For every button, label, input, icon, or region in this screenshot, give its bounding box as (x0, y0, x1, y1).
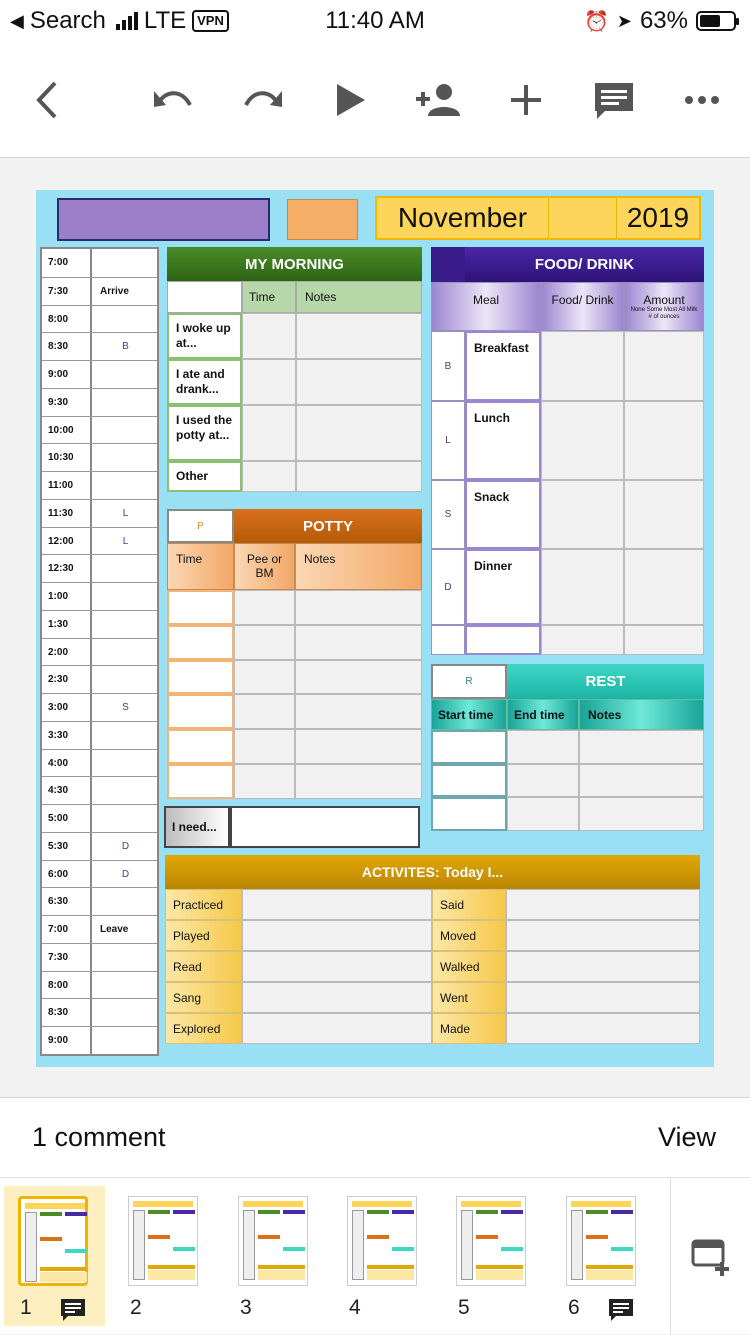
schedule-note[interactable] (94, 722, 157, 750)
morning-row-label: I woke up at... (167, 313, 242, 359)
schedule-note[interactable] (94, 611, 157, 639)
potty-notes-cell[interactable] (295, 625, 422, 660)
thumb-orange (367, 1235, 389, 1239)
food-meal-name: Snack (465, 480, 541, 549)
undo-icon[interactable] (148, 74, 200, 126)
thumb-header (133, 1201, 193, 1207)
thumb-header (571, 1201, 631, 1207)
schedule-note[interactable]: Arrive (100, 285, 129, 297)
schedule-note[interactable] (94, 472, 157, 500)
potty-time-cell[interactable] (167, 764, 234, 799)
activity-label: Played (165, 920, 242, 951)
clock: 11:40 AM (325, 7, 425, 34)
schedule-time: 3:00 (42, 694, 92, 722)
schedule-note[interactable] (94, 888, 157, 916)
rest-notes-cell[interactable] (579, 730, 704, 764)
thumb-yellow (476, 1265, 523, 1269)
morning-col-notes: Notes (296, 281, 422, 313)
toolbar (0, 40, 750, 158)
thumb-green (40, 1212, 62, 1216)
schedule-note[interactable] (94, 417, 157, 445)
rest-rows (431, 730, 704, 831)
morning-row-label: Other (167, 461, 242, 492)
potty-pee-cell[interactable] (234, 590, 295, 625)
present-icon[interactable] (324, 74, 376, 126)
activity-label: Walked (432, 951, 506, 982)
month-blank (549, 198, 617, 238)
thumb-bottom (586, 1270, 633, 1280)
rest-badge: R (431, 664, 507, 699)
slide-thumbnail[interactable] (238, 1196, 308, 1286)
schedule-row (42, 610, 157, 638)
schedule-time: 7:30 (42, 278, 92, 306)
activity-label: Moved (432, 920, 506, 951)
thumb-orange (40, 1237, 62, 1241)
food-extra-letter (431, 625, 465, 655)
schedule-row (42, 277, 157, 305)
schedule-note[interactable] (94, 750, 157, 778)
activity-label: Read (165, 951, 242, 982)
morning-notes-cell[interactable] (296, 405, 422, 461)
schedule-row (42, 915, 157, 943)
food-col-amount (624, 282, 704, 331)
schedule-time: 9:30 (42, 389, 92, 417)
thumb-schedule (571, 1210, 583, 1280)
schedule-row (42, 721, 157, 749)
schedule-time: 12:00 (42, 528, 92, 556)
thumb-teal (173, 1247, 195, 1251)
food-meal-letter: S (431, 480, 465, 549)
activities-section (165, 855, 700, 1044)
thumb-bottom (148, 1270, 195, 1280)
potty-pee-cell[interactable] (234, 694, 295, 729)
potty-notes-cell[interactable] (295, 590, 422, 625)
potty-section (167, 509, 422, 799)
slide-comment-icon[interactable] (608, 1298, 634, 1327)
rest-end-cell[interactable] (507, 797, 579, 831)
schedule-row (42, 443, 157, 471)
potty-time-cell[interactable] (167, 729, 234, 764)
activity-entry-cell[interactable] (506, 920, 700, 951)
morning-row-label: I used the potty at... (167, 405, 242, 461)
schedule-note[interactable]: D (121, 840, 130, 852)
activity-entry-cell[interactable] (242, 951, 432, 982)
battery-percent: 63% (639, 7, 688, 34)
schedule-note[interactable] (94, 999, 157, 1027)
rest-notes-cell[interactable] (579, 764, 704, 798)
thumb-purple (283, 1210, 305, 1214)
slide-thumbnail[interactable] (456, 1196, 526, 1286)
slide-number: 5 (458, 1296, 470, 1319)
schedule-note[interactable] (94, 249, 157, 277)
schedule-time: 4:30 (42, 777, 92, 805)
schedule-note[interactable] (94, 805, 157, 833)
thumb-purple (501, 1210, 523, 1214)
month-year-box (375, 196, 701, 240)
morning-notes-cell[interactable] (296, 313, 422, 359)
schedule-row (42, 943, 157, 971)
thumb-yellow (148, 1265, 195, 1269)
schedule-time: 4:00 (42, 750, 92, 778)
comment-icon[interactable] (588, 74, 640, 126)
year-title: 2019 (626, 202, 690, 233)
thumb-yellow (367, 1265, 414, 1269)
morning-time-cell[interactable] (242, 405, 296, 461)
rest-notes-cell[interactable] (579, 797, 704, 831)
schedule-time: 10:30 (42, 444, 92, 472)
schedule-time: 9:00 (42, 1027, 92, 1055)
slide-comment-icon[interactable] (60, 1298, 86, 1327)
food-meal-letter: D (431, 549, 465, 625)
schedule-note[interactable]: Leave (100, 924, 129, 936)
slide-canvas[interactable] (36, 190, 714, 1067)
thumb-header (461, 1201, 521, 1207)
battery-fill (700, 15, 720, 27)
potty-time-cell[interactable] (167, 694, 234, 729)
schedule-time: 5:00 (42, 805, 92, 833)
potty-notes-cell[interactable] (295, 764, 422, 799)
potty-pee-cell[interactable] (234, 764, 295, 799)
food-extra-amount[interactable] (624, 625, 704, 655)
schedule-note[interactable] (94, 444, 157, 472)
slide-number: 2 (130, 1296, 142, 1319)
food-rows (431, 331, 704, 655)
share-icon[interactable] (412, 74, 464, 126)
rest-col-notes: Notes (579, 699, 704, 730)
schedule-note[interactable] (94, 777, 157, 805)
food-amount-cell[interactable] (624, 480, 704, 549)
food-title: FOOD/ DRINK (465, 247, 704, 282)
schedule-time: 6:30 (42, 888, 92, 916)
potty-notes-cell[interactable] (295, 694, 422, 729)
schedule-row (42, 305, 157, 333)
potty-badge: P (167, 509, 234, 543)
need-input[interactable] (230, 806, 420, 848)
activity-label: Sang (165, 982, 242, 1013)
food-meal-name: Dinner (465, 549, 541, 625)
schedule-row (42, 776, 157, 804)
thumb-bottom (258, 1270, 305, 1280)
schedule-row (42, 249, 157, 277)
food-col-amount-label: Amount (643, 293, 685, 307)
schedule-note[interactable] (94, 583, 157, 611)
back-arrow-icon[interactable]: ◀ (10, 10, 24, 31)
slide-thumbnail[interactable] (18, 1196, 88, 1286)
slide-thumbnail-strip (0, 1177, 750, 1334)
activity-entry-cell[interactable] (242, 982, 432, 1013)
thumb-header (25, 1203, 85, 1209)
activity-entry-cell[interactable] (242, 889, 432, 920)
thumb-bottom (476, 1270, 523, 1280)
schedule-row (42, 388, 157, 416)
thumb-green (258, 1210, 280, 1214)
food-meal-name: Lunch (465, 401, 541, 480)
slide-thumbnail[interactable] (347, 1196, 417, 1286)
food-amount-cell[interactable] (624, 549, 704, 625)
morning-row-label: I ate and drank... (167, 359, 242, 405)
morning-blank-header (167, 281, 242, 313)
food-meal-name: Breakfast (465, 331, 541, 401)
schedule-row (42, 499, 157, 527)
schedule-time: 3:30 (42, 722, 92, 750)
food-drink-cell[interactable] (541, 549, 624, 625)
thumb-yellow (258, 1265, 305, 1269)
schedule-row (42, 887, 157, 915)
activity-label: Said (432, 889, 506, 920)
need-section (164, 806, 420, 848)
battery-icon (696, 11, 736, 31)
rest-end-cell[interactable] (507, 730, 579, 764)
rest-start-cell[interactable] (431, 764, 507, 798)
schedule-time: 8:30 (42, 999, 92, 1027)
food-meal-letter: L (431, 401, 465, 480)
slide-number: 1 (20, 1296, 32, 1319)
slide-thumbnail[interactable] (566, 1196, 636, 1286)
thumb-green (586, 1210, 608, 1214)
activities-rows (165, 889, 700, 1044)
activity-label: Made (432, 1013, 506, 1044)
potty-notes-cell[interactable] (295, 660, 422, 695)
schedule-row (42, 971, 157, 999)
rest-start-cell[interactable] (431, 797, 507, 831)
food-meal-letter: B (431, 331, 465, 401)
schedule-note[interactable] (94, 639, 157, 667)
thumb-green (367, 1210, 389, 1214)
slide-number: 3 (240, 1296, 252, 1319)
potty-title: POTTY (234, 509, 422, 543)
thumb-teal (392, 1247, 414, 1251)
view-comments-button[interactable]: View (657, 1122, 716, 1152)
thumb-teal (283, 1247, 305, 1251)
activity-entry-cell[interactable] (506, 951, 700, 982)
thumb-bottom (40, 1272, 87, 1282)
slide-number: 4 (349, 1296, 361, 1319)
activity-entry-cell[interactable] (506, 1013, 700, 1044)
location-icon: ➤ (616, 10, 632, 31)
schedule-note[interactable] (94, 555, 157, 583)
schedule-row (42, 471, 157, 499)
food-title-left (431, 247, 465, 282)
schedule-note[interactable]: D (121, 868, 130, 880)
schedule-note[interactable] (94, 361, 157, 389)
schedule-note[interactable]: L (122, 507, 129, 519)
title-box (57, 198, 270, 241)
thumb-schedule (352, 1210, 364, 1280)
potty-notes-cell[interactable] (295, 729, 422, 764)
thumb-bottom (367, 1270, 414, 1280)
schedule-row (42, 665, 157, 693)
morning-rows (167, 313, 422, 492)
morning-time-cell[interactable] (242, 313, 296, 359)
morning-time-cell[interactable] (242, 461, 296, 492)
carrier-label: LTE (143, 7, 187, 34)
schedule-time: 8:00 (42, 306, 92, 334)
thumb-purple (65, 1212, 87, 1216)
schedule-row (42, 860, 157, 888)
thumb-header (243, 1201, 303, 1207)
thumb-orange (586, 1235, 608, 1239)
morning-notes-cell[interactable] (296, 461, 422, 492)
schedule-time: 1:00 (42, 583, 92, 611)
comment-count[interactable]: 1 comment (32, 1122, 166, 1152)
rest-start-cell[interactable] (431, 730, 507, 764)
more-icon[interactable] (676, 74, 728, 126)
schedule-time: 7:30 (42, 944, 92, 972)
thumb-yellow (586, 1265, 633, 1269)
activities-title: ACTIVITES: Today I... (165, 855, 700, 889)
schedule-row (42, 527, 157, 555)
schedule-time: 10:00 (42, 417, 92, 445)
food-drink-cell[interactable] (541, 480, 624, 549)
schedule-note[interactable] (94, 1027, 157, 1055)
schedule-note[interactable] (94, 306, 157, 334)
schedule-row (42, 360, 157, 388)
schedule-row (42, 332, 157, 360)
redo-icon[interactable] (236, 74, 288, 126)
schedule-time: 12:30 (42, 555, 92, 583)
schedule-table (40, 247, 159, 1056)
schedule-time: 11:30 (42, 500, 92, 528)
rest-title: REST (507, 664, 704, 699)
schedule-note[interactable] (94, 972, 157, 1000)
schedule-time: 8:00 (42, 972, 92, 1000)
slide-thumbnail[interactable] (128, 1196, 198, 1286)
potty-col-pee: Pee or BM (234, 543, 295, 590)
month-title: November (377, 198, 549, 238)
thumb-yellow (40, 1267, 87, 1271)
back-icon[interactable] (22, 74, 74, 126)
schedule-time: 11:00 (42, 472, 92, 500)
activity-label: Practiced (165, 889, 242, 920)
thumb-purple (173, 1210, 195, 1214)
activity-entry-cell[interactable] (242, 920, 432, 951)
schedule-note[interactable] (94, 944, 157, 972)
activity-label: Went (432, 982, 506, 1013)
thumb-green (476, 1210, 498, 1214)
schedule-note[interactable] (94, 666, 157, 694)
rest-section (431, 664, 704, 831)
rest-end-cell[interactable] (507, 764, 579, 798)
schedule-time: 2:00 (42, 639, 92, 667)
schedule-time: 2:30 (42, 666, 92, 694)
schedule-time: 7:00 (42, 249, 92, 277)
schedule-row (42, 582, 157, 610)
thumb-schedule (461, 1210, 473, 1280)
thumb-green (148, 1210, 170, 1214)
morning-title: MY MORNING (167, 247, 422, 281)
schedule-note[interactable]: L (122, 535, 129, 547)
schedule-row (42, 998, 157, 1026)
activity-entry-cell[interactable] (506, 889, 700, 920)
potty-col-time: Time (167, 543, 234, 590)
thumb-schedule (25, 1212, 37, 1282)
schedule-row (42, 1026, 157, 1054)
schedule-row (42, 749, 157, 777)
food-extra-drink[interactable] (541, 625, 624, 655)
need-label: I need... (164, 806, 230, 848)
slide-number: 6 (568, 1296, 580, 1319)
food-col-food: Food/ Drink (541, 282, 624, 331)
thumb-schedule (243, 1210, 255, 1280)
schedule-time: 8:30 (42, 333, 92, 361)
thumb-header (352, 1201, 412, 1207)
add-slide-icon[interactable] (690, 1238, 734, 1283)
potty-time-cell[interactable] (167, 590, 234, 625)
schedule-note[interactable]: S (122, 702, 129, 714)
potty-pee-cell[interactable] (234, 625, 295, 660)
rest-col-end: End time (507, 699, 579, 730)
activity-entry-cell[interactable] (242, 1013, 432, 1044)
thumb-teal (501, 1247, 523, 1251)
food-col-meal: Meal (431, 282, 541, 331)
potty-pee-cell[interactable] (234, 660, 295, 695)
potty-time-cell[interactable] (167, 625, 234, 660)
schedule-time: 1:30 (42, 611, 92, 639)
schedule-row (42, 804, 157, 832)
add-icon[interactable] (500, 74, 552, 126)
thumb-purple (392, 1210, 414, 1214)
alarm-icon: ⏰ (583, 10, 609, 33)
food-section (431, 247, 704, 655)
schedule-note[interactable]: B (122, 341, 129, 353)
schedule-row (42, 554, 157, 582)
thumb-orange (148, 1235, 170, 1239)
schedule-row (42, 693, 157, 721)
schedule-time: 5:30 (42, 833, 92, 861)
schedule-time: 6:00 (42, 861, 92, 889)
food-extra-meal[interactable] (465, 625, 541, 655)
schedule-row (42, 638, 157, 666)
schedule-time: 7:00 (42, 916, 92, 944)
food-drink-cell[interactable] (541, 401, 624, 480)
thumb-teal (611, 1247, 633, 1251)
potty-rows (167, 590, 422, 799)
food-amount-sub: None Some Most All Milk # of ounces (630, 307, 698, 320)
activity-label: Explored (165, 1013, 242, 1044)
food-drink-cell[interactable] (541, 331, 624, 401)
schedule-row (42, 416, 157, 444)
activity-entry-cell[interactable] (506, 982, 700, 1013)
thumb-purple (611, 1210, 633, 1214)
small-orange-box (287, 199, 358, 240)
morning-col-time: Time (242, 281, 296, 313)
morning-time-cell[interactable] (242, 359, 296, 405)
schedule-row (42, 832, 157, 860)
food-amount-cell[interactable] (624, 331, 704, 401)
comments-bar (0, 1097, 750, 1177)
potty-col-notes: Notes (295, 543, 422, 590)
thumb-orange (258, 1235, 280, 1239)
schedule-time: 9:00 (42, 361, 92, 389)
potty-pee-cell[interactable] (234, 729, 295, 764)
status-bar (0, 0, 750, 40)
thumb-orange (476, 1235, 498, 1239)
morning-section (167, 247, 422, 492)
thumb-teal (65, 1249, 87, 1253)
food-amount-cell[interactable] (624, 401, 704, 480)
potty-time-cell[interactable] (167, 660, 234, 695)
morning-notes-cell[interactable] (296, 359, 422, 405)
back-to-app-label[interactable]: Search (29, 7, 106, 34)
schedule-note[interactable] (94, 389, 157, 417)
thumb-schedule (133, 1210, 145, 1280)
add-slide-divider (670, 1178, 671, 1335)
rest-col-start: Start time (431, 699, 507, 730)
vpn-badge: VPN (192, 10, 229, 32)
